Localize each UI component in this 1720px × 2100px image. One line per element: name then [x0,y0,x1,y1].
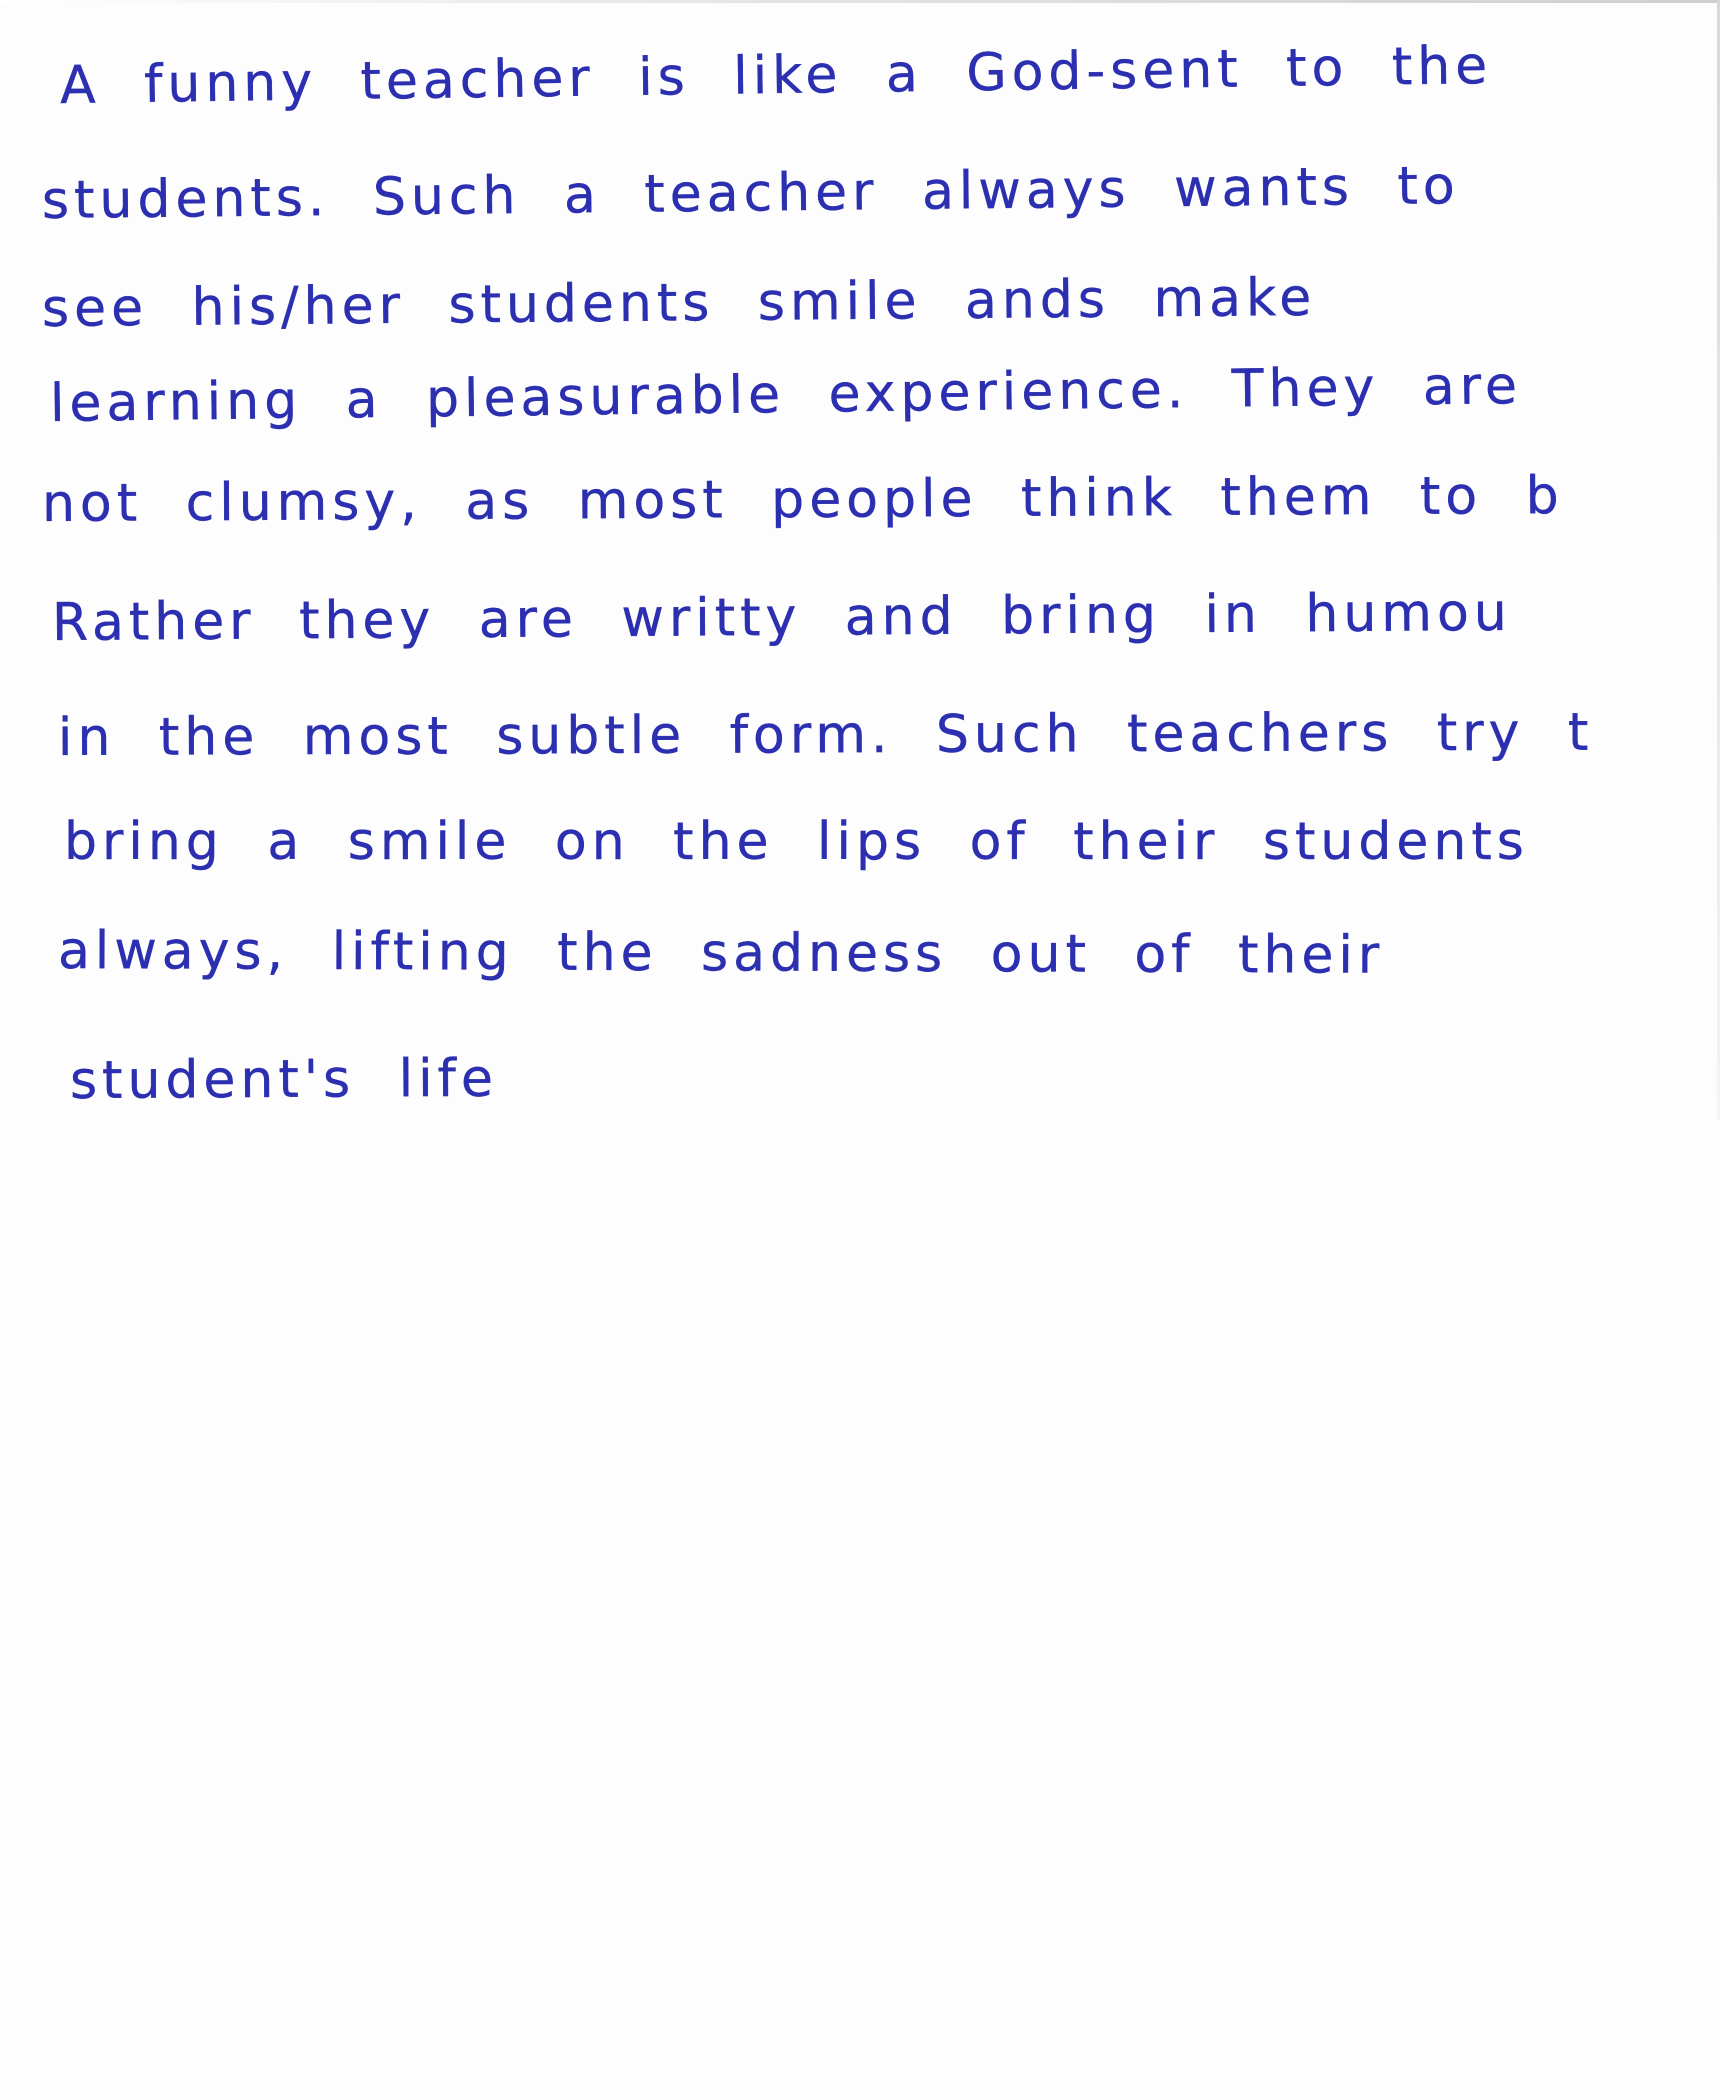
handwritten-line: in the most subtle form. Such teachers try t [57,702,1594,768]
handwritten-line: students. Such a teacher always wants to [41,156,1460,231]
handwritten-line: A funny teacher is like a God-sent to the [59,36,1493,116]
handwritten-line: learning a pleasurable experience. They are [49,356,1523,434]
handwritten-line: Rather they are writty and bring in humou [51,582,1512,653]
handwritten-line: always, lifting the sadness out of their [57,921,1385,986]
handwritten-line: student's life [69,1048,499,1111]
handwritten-line: bring a smile on the lips of their students [64,812,1529,872]
handwritten-line: see his/her students smile ands make [41,267,1317,339]
handwritten-line: not clumsy, as most people think them to b [41,466,1564,534]
